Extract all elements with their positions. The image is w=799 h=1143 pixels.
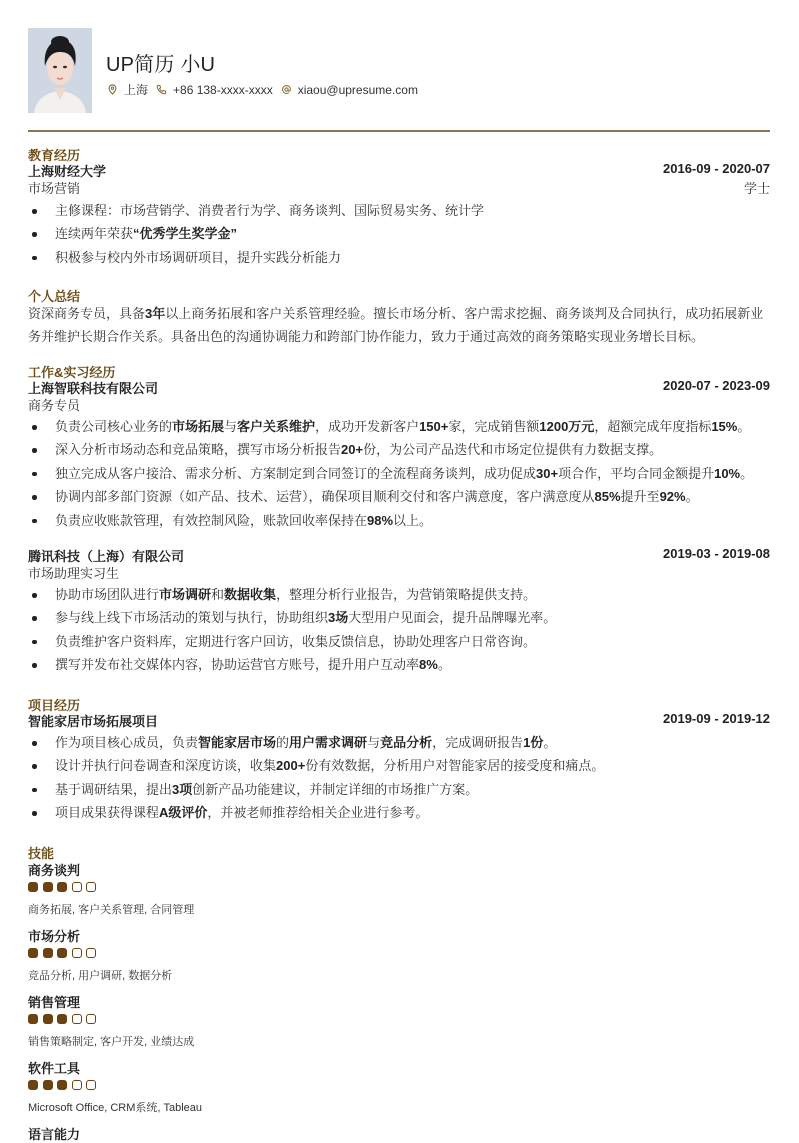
level-dot-filled xyxy=(57,882,67,892)
level-dot-empty xyxy=(72,1014,82,1024)
section-title-work: 工作&实习经历 xyxy=(28,365,116,380)
skill-level-dots xyxy=(28,1014,101,1024)
list-item: 作为项目核心成员，负责智能家居市场的用户需求调研与竞品分析，完成调研报告1份。 xyxy=(28,731,770,754)
list-item: 撰写并发布社交媒体内容，协助运营官方账号，提升用户互动率8%。 xyxy=(28,653,770,676)
project-bullets xyxy=(28,731,770,825)
list-item: 设计并执行问卷调查和深度访谈，收集200+份有效数据，分析用户对智能家居的接受度和痛点。 xyxy=(28,754,770,777)
email-link[interactable]: xiaou@upresume.com xyxy=(297,82,418,97)
list-item: 负责公司核心业务的市场拓展与客户关系维护，成功开发新客户150+家，完成销售额1200万元，超额完成年度指标15%。 xyxy=(28,415,770,438)
skill-level-dots xyxy=(28,1080,101,1090)
education-dates: 2016-09 - 2020-07 xyxy=(663,161,770,176)
skill-desc: 竞品分析, 用户调研, 数据分析 xyxy=(28,970,173,982)
list-item: 积极参与校内外市场调研项目，提升实践分析能力 xyxy=(28,246,770,269)
level-dot-filled xyxy=(43,948,53,958)
school-name: 上海财经大学 xyxy=(28,164,107,179)
level-dot-filled xyxy=(28,948,38,958)
section-title-summary: 个人总结 xyxy=(28,289,81,304)
job-dates: 2019-03 - 2019-08 xyxy=(663,546,770,561)
list-item: 项目成果获得课程A级评价，并被老师推荐给相关企业进行参考。 xyxy=(28,801,770,824)
skill-name: 商务谈判 xyxy=(28,863,81,878)
contact-info xyxy=(107,81,426,98)
list-item: 基于调研结果，提出3项创新产品功能建议，并制定详细的市场推广方案。 xyxy=(28,778,770,801)
skill-name: 销售管理 xyxy=(28,995,81,1010)
level-dot-empty xyxy=(86,882,96,892)
company-name: 腾讯科技（上海）有限公司 xyxy=(28,549,185,564)
contact-email xyxy=(281,83,418,97)
level-dot-filled xyxy=(43,1014,53,1024)
contact-phone xyxy=(156,83,273,97)
section-title-languages: 语言能力 xyxy=(28,1127,81,1142)
level-dot-empty xyxy=(72,948,82,958)
level-dot-filled xyxy=(57,948,67,958)
list-item: 负责维护客户资料库，定期进行客户回访，收集反馈信息，协助处理客户日常咨询。 xyxy=(28,630,770,653)
contact-location xyxy=(107,81,148,98)
skill-name: 市场分析 xyxy=(28,929,81,944)
level-dot-filled xyxy=(28,1080,38,1090)
level-dot-empty xyxy=(72,882,82,892)
education-subheader xyxy=(28,178,770,197)
section-title-skills: 技能 xyxy=(28,846,55,861)
list-item: 协助市场团队进行市场调研和数据收集，整理分析行业报告，为营销策略提供支持。 xyxy=(28,583,770,606)
major: 市场营销 xyxy=(28,181,81,196)
portrait-photo xyxy=(28,28,92,113)
level-dot-empty xyxy=(86,1080,96,1090)
section-title-projects: 项目经历 xyxy=(28,698,81,713)
job-role-row xyxy=(28,563,770,582)
level-dot-filled xyxy=(43,882,53,892)
job-bullets xyxy=(28,583,770,677)
level-dot-filled xyxy=(28,882,38,892)
list-item: 参与线上线下市场活动的策划与执行，协助组织3场大型用户见面会，提升品牌曝光率。 xyxy=(28,606,770,629)
level-dot-filled xyxy=(57,1080,67,1090)
level-dot-filled xyxy=(28,1014,38,1024)
resume-header xyxy=(28,28,770,114)
avatar xyxy=(28,28,92,113)
company-name: 上海智联科技有限公司 xyxy=(28,381,159,396)
location-text: 上海 xyxy=(124,83,149,97)
job-role: 市场助理实习生 xyxy=(28,566,120,581)
job-bullets xyxy=(28,415,770,532)
project-name: 智能家居市场拓展项目 xyxy=(28,714,159,729)
list-item: 协调内部多部门资源（如产品、技术、运营），确保项目顺利交付和客户满意度，客户满意度从85%提升至92%。 xyxy=(28,485,770,508)
job-role: 商务专员 xyxy=(28,398,81,413)
list-item: 独立完成从客户接洽、需求分析、方案制定到合同签订的全流程商务谈判，成功促成30+项合作，平均合同金额提升10%。 xyxy=(28,462,770,485)
summary-text: 资深商务专员，具备3年以上商务拓展和客户关系管理经验。擅长市场分析、客户需求挖掘、商务谈判及合同执行，成功拓展新业 务并维护长期合作关系。具备出色的沟通协调能力和跨部门协作能力，致力于通过高效的商务策略实现业务增长目标。 xyxy=(28,306,764,344)
level-dot-filled xyxy=(57,1014,67,1024)
at-sign-icon xyxy=(281,84,292,95)
candidate-name: UP简历 小U xyxy=(106,54,216,76)
phone-text[interactable]: +86 138-xxxx-xxxx xyxy=(173,82,273,97)
skill-name: 软件工具 xyxy=(28,1061,81,1076)
skill-desc: Microsoft Office, CRM系统, Tableau xyxy=(28,1102,203,1114)
skill-level-dots xyxy=(28,882,101,892)
phone-icon xyxy=(156,84,167,95)
skill-level-dots xyxy=(28,948,101,958)
skill-desc: 商务拓展, 客户关系管理, 合同管理 xyxy=(28,904,195,916)
location-pin-icon xyxy=(107,84,118,95)
list-item: 深入分析市场动态和竞品策略，撰写市场分析报告20+份，为公司产品迭代和市场定位提供有力数据支撑。 xyxy=(28,438,770,461)
level-dot-empty xyxy=(72,1080,82,1090)
list-item: 连续两年荣获“优秀学生奖学金” xyxy=(28,222,770,245)
level-dot-empty xyxy=(86,948,96,958)
section-title-education: 教育经历 xyxy=(28,148,81,163)
level-dot-empty xyxy=(86,1014,96,1024)
list-item: 主修课程：市场营销学、消费者行为学、商务谈判、国际贸易实务、统计学 xyxy=(28,199,770,222)
header-divider xyxy=(28,130,770,132)
level-dot-filled xyxy=(43,1080,53,1090)
job-role-row xyxy=(28,395,770,414)
job-dates: 2020-07 - 2023-09 xyxy=(663,378,770,393)
project-header xyxy=(28,711,770,730)
skill-desc: 销售策略制定, 客户开发, 业绩达成 xyxy=(28,1036,195,1048)
education-bullets xyxy=(28,199,770,269)
project-dates: 2019-09 - 2019-12 xyxy=(663,711,770,726)
degree: 学士 xyxy=(743,181,770,196)
list-item: 负责应收账款管理，有效控制风险，账款回收率保持在98%以上。 xyxy=(28,509,770,532)
